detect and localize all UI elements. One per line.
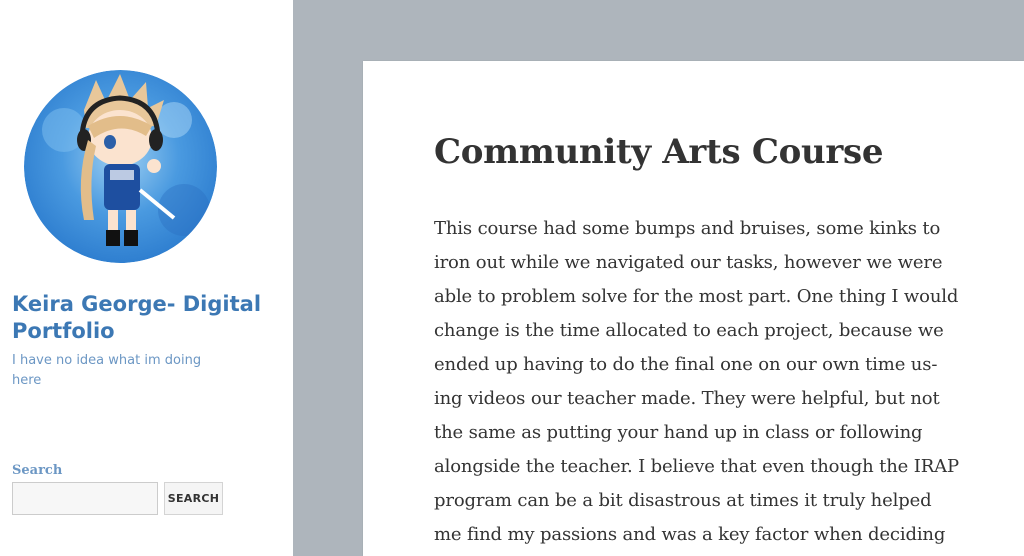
post-body-line: This course had some bumps and bruises, some kinks to — [434, 218, 941, 239]
post-card — [363, 61, 1024, 556]
post-body — [434, 212, 1024, 552]
search-button[interactable]: SEARCH — [164, 482, 223, 515]
search-input[interactable] — [12, 482, 158, 515]
site-title[interactable]: Keira George- Digital Portfolio — [12, 292, 262, 343]
post-body-line: change is the time allocated to each project, because we — [434, 320, 944, 341]
post-body-line: able to problem solve for the most part. One thing I would — [434, 286, 959, 307]
post-body-line: ended up having to do the final one on our own time us- — [434, 354, 938, 375]
site-description: I have no idea what im doing here — [12, 353, 202, 388]
post-body-line: the same as putting your hand up in class or following — [434, 422, 923, 443]
post-body-line: me find my passions and was a key factor when deciding — [434, 524, 946, 545]
avatar[interactable] — [24, 70, 217, 263]
avatar-image — [24, 70, 217, 263]
search-label: Search — [12, 463, 63, 478]
post-title: Community Arts Course — [434, 132, 884, 172]
post-body-line: ing videos our teacher made. They were helpful, but not — [434, 388, 940, 409]
sidebar — [0, 0, 293, 556]
post-body-line: alongside the teacher. I believe that even though the IRAP — [434, 456, 959, 477]
post-body-line: program can be a bit disastrous at times it truly helped — [434, 490, 932, 511]
post-body-line: iron out while we navigated our tasks, however we were — [434, 252, 943, 273]
